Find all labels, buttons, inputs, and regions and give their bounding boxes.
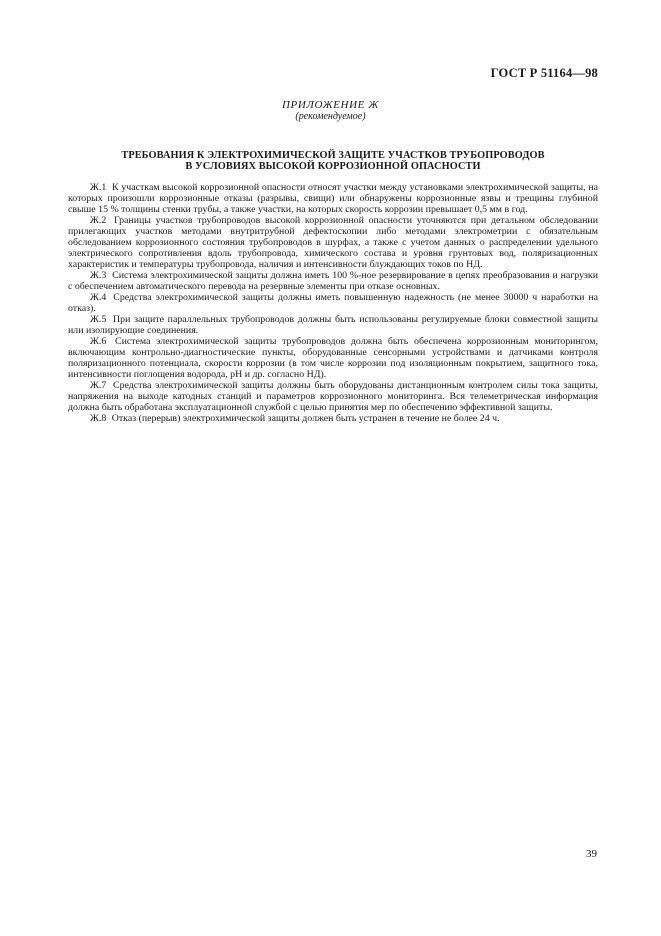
paragraph-text: Границы участков трубопроводов высокой коррозионной опасности уточняются при детальном обследовании прилегающих участков методами внутритрубной дефектоскопии либо методами электрометрии с обязательным обследованием коррозионного состояния трубопроводов в шурфах, а также с учетом данных о распределении удельного электрического сопротивления вдоль трубопровода, химического состава и уровня грунтовых вод, поляризационных характеристик и температуры трубопровода, наличия и интенсивности блуждающих токов по НД. [68, 215, 599, 270]
paragraph-zh1 [68, 182, 598, 215]
paragraph-zh7 [68, 380, 598, 413]
paragraph-zh4 [68, 292, 598, 314]
paragraph-number: Ж.5 [90, 314, 107, 325]
paragraph-number: Ж.2 [90, 215, 107, 226]
paragraph-text: Система электрохимической защиты должна иметь 100 %-ное резервирование в цепях преобразования и нагрузки с обеспечением автоматического перевода на резервные элементы при отказе основных. [68, 270, 599, 292]
paragraph-number: Ж.7 [90, 380, 107, 391]
paragraph-number: Ж.8 [90, 413, 107, 424]
paragraph-zh5 [68, 314, 598, 336]
paragraph-text: При защите параллельных трубопроводов должны быть использованы регулируемые блоки совместной защиты или изолирующие соединения. [68, 314, 598, 336]
document-body [68, 182, 598, 424]
paragraph-number: Ж.6 [90, 336, 107, 347]
appendix-heading [0, 99, 661, 122]
paragraph-text: Отказ (перерыв) электрохимической защиты должен быть устранен в течение не более 24 ч. [111, 413, 500, 424]
document-title-line-2: В УСЛОВИЯХ ВЫСОКОЙ КОРРОЗИОННОЙ ОПАСНОСТИ [185, 161, 481, 172]
paragraph-text: Средства электрохимической защиты должны иметь повышенную надежность (не менее 30000 ч наработки на отказ). [68, 292, 598, 314]
paragraph-zh3 [68, 270, 598, 292]
paragraph-text: К участкам высокой коррозионной опасности относят участки между установками электрохимической защиты, на которых произошли коррозионные отказы (разрывы, свищи) или обнаружены коррозионные язвы и трещины глубиной свыше 15 % толщины стенки трубы, а также участки, на которых скорость коррозии превышает 0,5 мм в год. [68, 182, 598, 215]
paragraph-text: Средства электрохимической защиты должны быть оборудованы дистанционным контролем силы тока защиты, напряжения на выходе катодных станций и параметров коррозионного мониторинга. Вся телеметрическая информация должна быть обработана эксплуатационной службой с целью принятия мер по обеспечению эффективной защиты. [68, 380, 598, 413]
document-title [68, 150, 598, 172]
standard-code: ГОСТ Р 51164—98 [490, 66, 598, 80]
paragraph-number: Ж.1 [90, 182, 107, 193]
paragraph-zh6 [68, 336, 598, 380]
paragraph-zh2 [68, 215, 598, 270]
appendix-status: (рекомендуемое) [295, 111, 366, 122]
document-title-line-1: ТРЕБОВАНИЯ К ЭЛЕКТРОХИМИЧЕСКОЙ ЗАЩИТЕ УЧАСТКОВ ТРУБОПРОВОДОВ [121, 150, 545, 161]
paragraph-number: Ж.3 [90, 270, 107, 281]
paragraph-number: Ж.4 [90, 292, 107, 303]
paragraph-text: Система электрохимической защиты трубопроводов должна быть обеспечена коррозионным мониторингом, включающим контрольно-диагностические пункты, оборудованные сенсорными устройствами и датчиками контроля поляризационного потенциала, скорости коррозии (в том числе коррозии под изоляционным покрытием, защитного тока, интенсивности поглощения водорода, pH и др. согласно НД). [68, 336, 599, 380]
appendix-title: ПРИЛОЖЕНИЕ Ж [281, 99, 379, 111]
paragraph-zh8 [68, 413, 598, 424]
page-number: 39 [586, 848, 597, 860]
